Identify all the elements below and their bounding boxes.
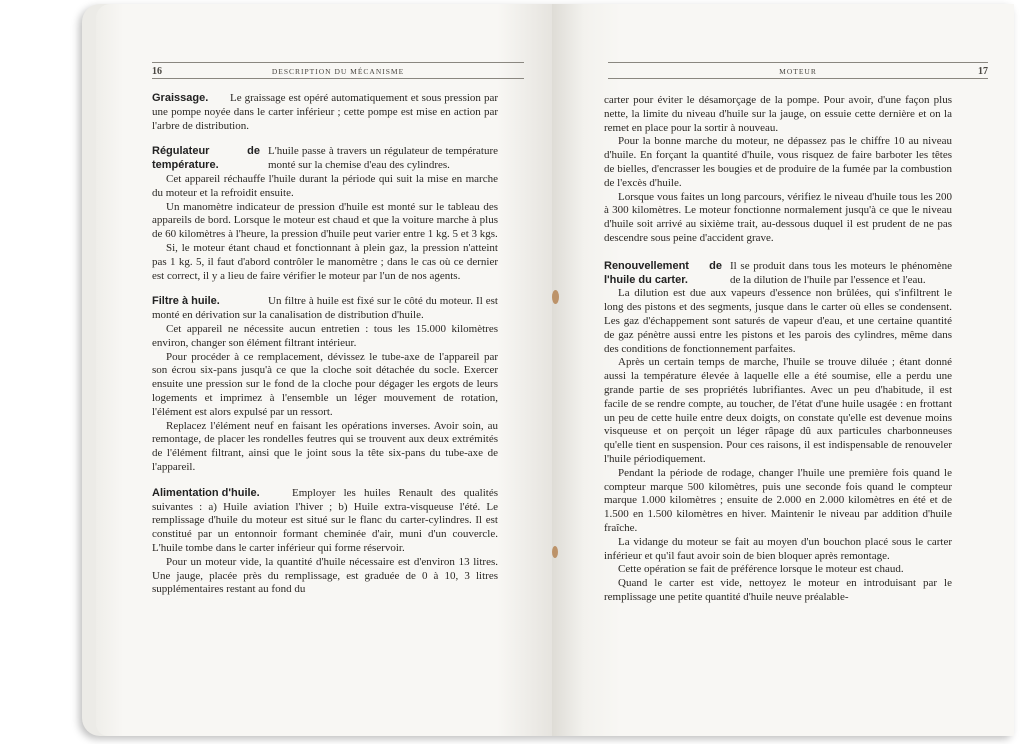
paragraph: Cet appareil réchauffe l'huile durant la période qui suit la mise en marche du moteur et la refroidit ensuite. (152, 172, 498, 199)
paragraph: Lorsque vous faites un long parcours, vérifiez le niveau d'huile tous les 200 à 300 kilomètres. Le moteur fonctionne normalement jusqu'à ce que le niveau d'huile soit arrivé au sixième trait, au-dessous duquel il est prudent de ne pas descendre sous peine d'accident grave. (604, 190, 952, 244)
section-heading: Graissage. (152, 92, 209, 104)
paragraph: carter pour éviter le désamorçage de la pompe. Pour avoir, d'une façon plus nette, la limite du niveau d'huile sur la jauge, on essuie cette dernière et on la remet en place pour la sortir à nouveau. (604, 94, 952, 134)
paragraph: Quand le carter est vide, nettoyez le moteur en introduisant par le remplissage une petite quantité d'huile neuve préalable- (604, 577, 952, 603)
section-filtre (152, 295, 498, 323)
section-renouvellement (604, 260, 952, 288)
paragraph: Un manomètre indicateur de pression d'huile est monté sur le tableau des appareils de bord. Lorsque le moteur est chaud et que la voiture marche à plus de 60 kilomètres à l'heure, la pression d'huile peut varier entre 1 kg. 5 et 3 kgs. (152, 200, 498, 241)
running-title: MOTEUR (779, 67, 817, 76)
section-text: Il se produit dans tous les moteurs le phénomène de la dilution de l'huile par l'essence et l'eau. (730, 259, 952, 286)
paragraph: Pour la bonne marche du moteur, ne dépassez pas le chiffre 10 au niveau d'huile. En forçant la quantité d'huile, vous risquez de faire barboter les têtes de bielles, d'encrasser les bougies et de produire de la fumée par la combustion de l'excès d'huile. (604, 135, 952, 189)
paragraph: Cette opération se fait de préférence lorsque le moteur est chaud. (618, 563, 904, 576)
running-head (608, 62, 988, 79)
right-page (552, 4, 1014, 736)
section-alimentation (152, 487, 498, 556)
paragraph: Si, le moteur étant chaud et fonctionnant à plein gaz, la pression n'atteint pas 1 kg. 5, il faut d'abord contrôler le manomètre ; dans le cas où ce dernier est correct, il y a lieu de faire vérifier le moteur par l'un de nos agents. (152, 241, 498, 282)
gutter-stain (552, 546, 558, 558)
paragraph: Pendant la période de rodage, changer l'huile une première fois quand le compteur marque 500 kilomètres, puis une seconde fois quand le compteur marque 1.000 kilomètres ; ensuite de 2.000 en 2.000 kilomètres en été et de 1.500 en 1.500 kilomètres en hiver. Maintenir le niveau par addition d'huile fraîche. (604, 466, 952, 534)
section-text: Un filtre à huile est fixé sur le côté du moteur. Il est monté en dérivation sur la canalisation de distribution d'huile. (152, 295, 498, 322)
section-text: Le graissage est opéré automatiquement et sous pression par une pompe noyée dans le carter inférieur ; cette pompe est mise en action par l'arbre de distribution. (152, 92, 498, 132)
paragraph: Après un certain temps de marche, l'huile se trouve diluée ; étant donné aussi la température élevée à laquelle elle a été soumise, elle a perdu une grande partie de ses propriétés lubrifiantes. Avec un peu d'habitude, il est facile de se rendre compte, au toucher, de l'état d'une huile usagée : en frottant un peu de cette huile entre deux doigts, on constate qu'elle est devenue moins visqueuse et on perçoit un léger râpage dû aux particules charbonneuses qu'elle tient en suspension. Pour ces raisons, il est indispensable de renouveler l'huile périodiquement. (604, 356, 952, 465)
header-rule (152, 78, 524, 79)
left-page-body (152, 92, 498, 597)
open-book (82, 4, 1014, 736)
section-heading: Filtre à huile. (152, 295, 220, 308)
page-number: 17 (978, 66, 988, 77)
paragraph: La dilution est due aux vapeurs d'essence non brûlées, qui s'infiltrent le long des pistons et des segments, jusque dans le carter où elles se condensent. Les gaz d'échappement sont saturés de vapeur d'eau, et une certaine quantité de gaz pénètre aussi entre les pistons et les parois des cylindres, même dans des conditions de fonctionnement parfaites. (604, 287, 952, 355)
section-heading: Régulateur de température. (152, 145, 260, 172)
page-number: 16 (152, 66, 162, 77)
running-head (152, 62, 524, 79)
section-regulateur (152, 145, 498, 173)
section-heading: Alimentation d'huile. (152, 486, 260, 499)
gutter-stain (552, 290, 559, 304)
right-page-body (604, 94, 952, 605)
left-page (96, 4, 552, 736)
section-graissage (152, 92, 498, 133)
section-text: Employer les huiles Renault des qualités suivantes : a) Huile aviation l'hiver ; b) Huile extra-visqueuse l'été. Le remplissage d'huile du moteur est situé sur le flanc du carter-cylindres. Il est constitué par un entonnoir formant cheminée d'air, muni d'un couvercle. L'huile tombe dans le carter inférieur qui forme réservoir. (152, 486, 498, 554)
paragraph: La vidange du moteur se fait au moyen d'un bouchon placé sous le carter inférieur et qu'il faut avoir soin de bien bloquer après remontage. (604, 535, 952, 562)
paragraph: Pour procéder à ce remplacement, dévissez le tube-axe de l'appareil par son écrou six-pans jusqu'à ce que la cloche soit détachée du socle. Exercer ensuite une pression sur le fond de la cloche pour dégager les ergots de leurs logements et imprimez à l'ensemble un léger mouvement de rotation, l'élément est alors expulsé par un ressort. (152, 350, 498, 418)
section-heading: Renouvellement de l'huile du carter. (604, 259, 722, 286)
section-text: L'huile passe à travers un régulateur de température monté sur la chemise d'eau des cylindres. (268, 145, 498, 172)
header-rule (608, 78, 988, 79)
paragraph: Cet appareil ne nécessite aucun entretien : tous les 15.000 kilomètres environ, changer son élément filtrant intérieur. (152, 322, 498, 349)
paragraph: Pour un moteur vide, la quantité d'huile nécessaire est d'environ 13 litres. Une jauge, placée près du remplissage, est graduée de 0 à 10, 3 litres supplémentaires restant au fond du (152, 555, 498, 596)
paragraph: Replacez l'élément neuf en faisant les opérations inverses. Avoir soin, au remontage, de placer les rondelles feutres qui se trouvent aux deux extrémités de l'élément filtrant, ainsi que le joint sous la tête six-pans du tube-axe de l'appareil. (152, 419, 498, 473)
running-title: DESCRIPTION DU MÉCANISME (271, 67, 405, 76)
